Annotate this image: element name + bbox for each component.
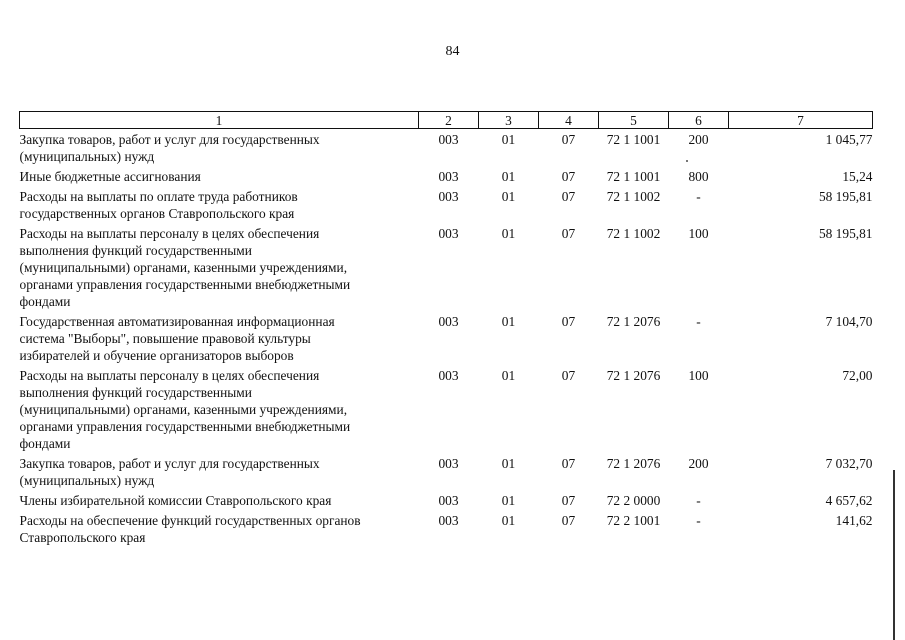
amount-cell: 58 195,81 <box>818 226 873 241</box>
scan-speck <box>686 160 688 162</box>
amount-cell: 15,24 <box>842 169 873 184</box>
section-code-cell: 01 <box>501 226 516 241</box>
target-article-cell: 72 1 1002 <box>606 189 661 204</box>
ministry-code-cell: 003 <box>438 226 459 241</box>
target-article-cell: 72 2 1001 <box>606 513 661 528</box>
item-name-cell <box>20 512 419 549</box>
subsection-code-cell: 07 <box>561 132 576 147</box>
item-name-line: Закупка товаров, работ и услуг для государственных <box>19 456 320 471</box>
budget-table <box>19 111 873 549</box>
item-name-line: Члены избирательной комиссии Ставропольского края <box>19 493 332 508</box>
section-code-cell: 01 <box>501 169 516 184</box>
amount-cell: 72,00 <box>842 368 873 383</box>
ministry-code-cell: 003 <box>438 132 459 147</box>
item-name-line: Государственная автоматизированная информационная <box>19 314 335 329</box>
target-article-cell: 72 1 2076 <box>606 314 661 329</box>
item-name-line: органами управления государственными внебюджетными <box>19 277 351 292</box>
amount-cell: 4 657,62 <box>825 493 873 508</box>
table-body <box>20 129 873 550</box>
item-name-line: государственных органов Ставропольского края <box>19 206 295 221</box>
item-name-line: Расходы на выплаты по оплате труда работников <box>19 189 298 204</box>
subsection-code-cell: 07 <box>561 368 576 383</box>
expense-type-cell: - <box>696 513 701 528</box>
item-name-cell <box>20 188 419 225</box>
expense-type-cell: - <box>696 493 701 508</box>
item-name-cell <box>20 455 419 492</box>
item-name-cell <box>20 367 419 455</box>
item-name-line: (муниципальных) нужд <box>19 473 155 488</box>
item-name-cell <box>20 313 419 367</box>
amount-cell: 58 195,81 <box>818 189 873 204</box>
item-name-line: Расходы на выплаты персоналу в целях обеспечения <box>19 368 320 383</box>
column-header: 3 <box>479 112 539 129</box>
amount-cell: 141,62 <box>835 513 873 528</box>
section-code-cell: 01 <box>501 513 516 528</box>
item-name-line: фондами <box>19 436 71 451</box>
subsection-code-cell: 07 <box>561 493 576 508</box>
target-article-cell: 72 1 2076 <box>606 456 661 471</box>
item-name-cell <box>20 492 419 512</box>
page-number: 84 <box>445 44 460 59</box>
table-row <box>20 492 873 512</box>
target-article-cell: 72 1 2076 <box>606 368 661 383</box>
item-name-line: Иные бюджетные ассигнования <box>19 169 201 184</box>
item-name-line: органами управления государственными внебюджетными <box>19 419 351 434</box>
section-code-cell: 01 <box>501 456 516 471</box>
item-name-cell <box>20 168 419 188</box>
target-article-cell: 72 1 1002 <box>606 226 661 241</box>
ministry-code-cell: 003 <box>438 456 459 471</box>
section-code-cell: 01 <box>501 314 516 329</box>
section-code-cell: 01 <box>501 189 516 204</box>
column-header: 4 <box>539 112 599 129</box>
item-name-cell <box>20 225 419 313</box>
expense-type-cell: 200 <box>688 132 709 147</box>
item-name-line: Ставропольского края <box>19 530 146 545</box>
expense-type-cell: - <box>696 314 701 329</box>
item-name-line: Расходы на выплаты персоналу в целях обеспечения <box>19 226 320 241</box>
subsection-code-cell: 07 <box>561 189 576 204</box>
ministry-code-cell: 003 <box>438 493 459 508</box>
table-row <box>20 455 873 492</box>
column-header: 6 <box>669 112 729 129</box>
table-row <box>20 313 873 367</box>
scan-edge-line <box>893 470 895 640</box>
target-article-cell: 72 1 1001 <box>606 169 661 184</box>
column-header: 2 <box>419 112 479 129</box>
item-name-line: (муниципальными) органами, казенными учреждениями, <box>19 402 348 417</box>
subsection-code-cell: 07 <box>561 513 576 528</box>
table-row <box>20 367 873 455</box>
ministry-code-cell: 003 <box>438 513 459 528</box>
section-code-cell: 01 <box>501 132 516 147</box>
item-name-line: система "Выборы", повышение правовой культуры <box>19 331 311 346</box>
item-name-line: выполнения функций государственными <box>19 243 252 258</box>
ministry-code-cell: 003 <box>438 368 459 383</box>
item-name-cell <box>20 129 419 169</box>
table-row <box>20 129 873 169</box>
subsection-code-cell: 07 <box>561 314 576 329</box>
target-article-cell: 72 1 1001 <box>606 132 661 147</box>
column-header: 7 <box>729 112 873 129</box>
item-name-line: выполнения функций государственными <box>19 385 252 400</box>
amount-cell: 1 045,77 <box>825 132 873 147</box>
expense-type-cell: 200 <box>688 456 709 471</box>
expense-type-cell: 100 <box>688 226 709 241</box>
table-row <box>20 188 873 225</box>
amount-cell: 7 032,70 <box>825 456 873 471</box>
ministry-code-cell: 003 <box>438 314 459 329</box>
item-name-line: (муниципальными) органами, казенными учреждениями, <box>19 260 348 275</box>
target-article-cell: 72 2 0000 <box>606 493 661 508</box>
section-code-cell: 01 <box>501 368 516 383</box>
item-name-line: Закупка товаров, работ и услуг для государственных <box>19 132 320 147</box>
table-row <box>20 225 873 313</box>
item-name-line: избирателей и обучение организаторов выборов <box>19 348 294 363</box>
item-name-line: Расходы на обеспечение функций государственных органов <box>19 513 361 528</box>
subsection-code-cell: 07 <box>561 169 576 184</box>
table-row <box>20 512 873 549</box>
table-header-row <box>20 112 873 129</box>
subsection-code-cell: 07 <box>561 226 576 241</box>
item-name-line: фондами <box>19 294 71 309</box>
item-name-line: (муниципальных) нужд <box>19 149 155 164</box>
ministry-code-cell: 003 <box>438 169 459 184</box>
table-row <box>20 168 873 188</box>
column-header: 5 <box>599 112 669 129</box>
expense-type-cell: 100 <box>688 368 709 383</box>
subsection-code-cell: 07 <box>561 456 576 471</box>
amount-cell: 7 104,70 <box>825 314 873 329</box>
ministry-code-cell: 003 <box>438 189 459 204</box>
expense-type-cell: - <box>696 189 701 204</box>
section-code-cell: 01 <box>501 493 516 508</box>
expense-type-cell: 800 <box>688 169 709 184</box>
column-header: 1 <box>20 112 419 129</box>
